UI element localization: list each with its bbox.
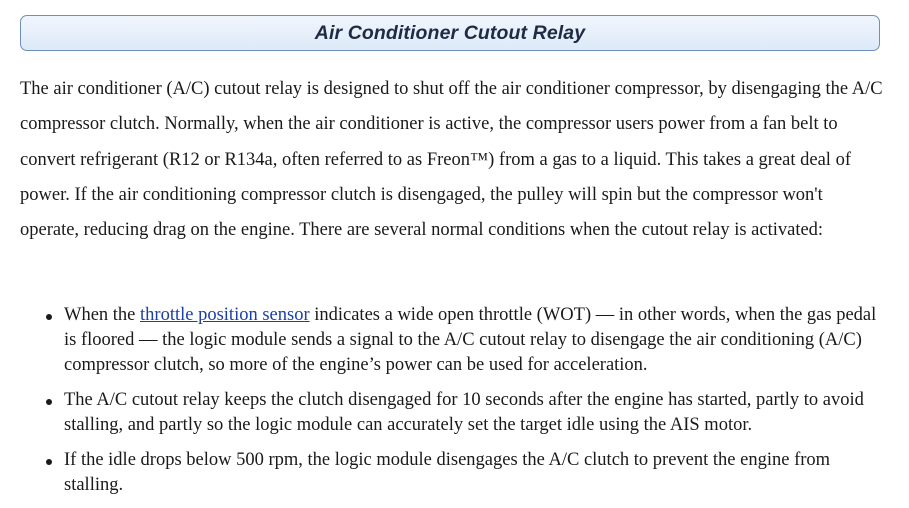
list-item-text-after: indicates a wide open throttle (WOT) — in other words, when the gas pedal is floored — the logic module sends a signal to the A/C cutout relay to disengage the air conditioning (A/C) compressor clutch, so more of the engine’s power can be used for acceleration. xyxy=(64,305,877,375)
page-title: Air Conditioner Cutout Relay xyxy=(314,21,586,44)
intro-paragraph: The air conditioner (A/C) cutout relay is designed to shut off the air conditioner compressor, by disengaging the A/C compressor clutch. Normally, when the air conditioner is active, the compressor users power from a fan belt to convert refrigerant (R12 or R134a, often referred to as Freon™) from a gas to a liquid. This takes a great deal of power. If the air conditioning compressor clutch is disengaged, the pulley will spin but the compressor won't operate, reducing drag on the engine. There are several normal conditions when the cutout relay is activated: xyxy=(20,79,883,241)
bullet-icon xyxy=(46,459,52,465)
conditions-list xyxy=(20,303,885,508)
throttle-position-sensor-link[interactable]: throttle position sensor xyxy=(140,305,310,325)
list-item-text: The A/C cutout relay keeps the clutch disengaged for 10 seconds after the engine has started, partly to avoid stalling, and partly so the logic module can accurately set the target idle using the AIS motor. xyxy=(64,390,864,435)
list-item-text-before: When the xyxy=(64,305,141,325)
list-item xyxy=(20,388,885,438)
list-item xyxy=(20,448,885,498)
bullet-icon xyxy=(46,314,52,320)
list-item-text: If the idle drops below 500 rpm, the logic module disengages the A/C clutch to prevent the engine from stalling. xyxy=(64,450,831,495)
list-item xyxy=(20,303,885,378)
bullet-icon xyxy=(46,399,52,405)
section-title-box xyxy=(20,15,880,51)
